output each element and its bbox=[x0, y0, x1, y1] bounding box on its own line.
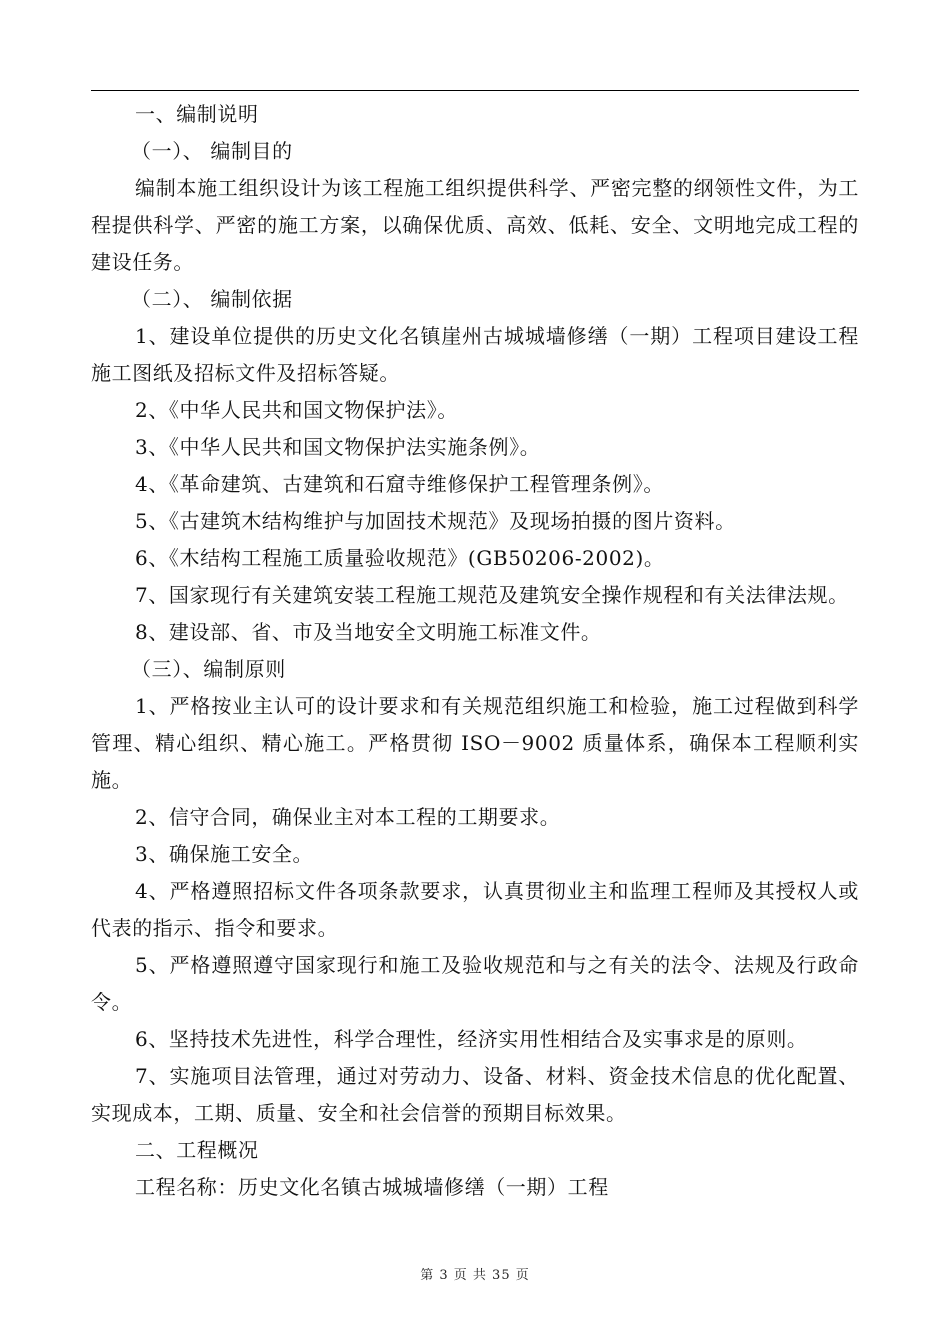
list-item: 5、《古建筑木结构维护与加固技术规范》及现场拍摄的图片资料。 bbox=[135, 509, 736, 533]
list-item: 7、国家现行有关建筑安装工程施工规范及建筑安全操作规程和有关法律法规。 bbox=[135, 583, 849, 607]
section-heading: 二、工程概况 bbox=[135, 1138, 259, 1162]
header-rule bbox=[91, 90, 859, 91]
list-item: 4、《革命建筑、古建筑和石窟寺维修保护工程管理条例》。 bbox=[135, 472, 664, 496]
list-item: 5、严格遵照遵守国家现行和施工及验收规范和与之有关的法令、法规及行政命令。 bbox=[91, 953, 859, 1014]
paragraph: 工程名称：历史文化名镇古城城墙修缮（一期）工程 bbox=[135, 1175, 609, 1199]
list-item: 2、《中华人民共和国文物保护法》。 bbox=[135, 398, 458, 422]
subsection-heading: （二）、 编制依据 bbox=[131, 287, 293, 311]
list-item: 3、确保施工安全。 bbox=[135, 842, 314, 866]
paragraph: 编制本施工组织设计为该工程施工组织提供科学、严密完整的纲领性文件，为工程提供科学、严密的施工方案，以确保优质、高效、低耗、安全、文明地完成工程的建设任务。 bbox=[91, 176, 859, 274]
list-item: 8、建设部、省、市及当地安全文明施工标准文件。 bbox=[135, 620, 602, 644]
document-body bbox=[91, 96, 859, 1206]
list-item: 7、实施项目法管理，通过对劳动力、设备、材料、资金技术信息的优化配置、实现成本，工期、质量、安全和社会信誉的预期目标效果。 bbox=[91, 1064, 859, 1125]
page-footer: 第 3 页 共 35 页 bbox=[420, 1268, 530, 1283]
list-item: 1、建设单位提供的历史文化名镇崖州古城城墙修缮（一期）工程项目建设工程施工图纸及招标文件及招标答疑。 bbox=[91, 324, 859, 385]
subsection-heading: （三）、编制原则 bbox=[131, 657, 286, 681]
list-item: 2、信守合同，确保业主对本工程的工期要求。 bbox=[135, 805, 561, 829]
list-item: 6、坚持技术先进性，科学合理性，经济实用性相结合及实事求是的原则。 bbox=[135, 1027, 808, 1051]
list-item: 1、严格按业主认可的设计要求和有关规范组织施工和检验，施工过程做到科学管理、精心组织、精心施工。严格贯彻 ISO－9002 质量体系，确保本工程顺利实施。 bbox=[91, 694, 859, 792]
list-item: 4、严格遵照招标文件各项条款要求，认真贯彻业主和监理工程师及其授权人或代表的指示、指令和要求。 bbox=[91, 879, 859, 940]
section-heading: 一、编制说明 bbox=[135, 102, 259, 126]
list-item: 3、《中华人民共和国文物保护法实施条例》。 bbox=[135, 435, 541, 459]
subsection-heading: （一）、 编制目的 bbox=[131, 139, 293, 163]
list-item: 6、《木结构工程施工质量验收规范》(GB50206-2002)。 bbox=[135, 546, 665, 570]
